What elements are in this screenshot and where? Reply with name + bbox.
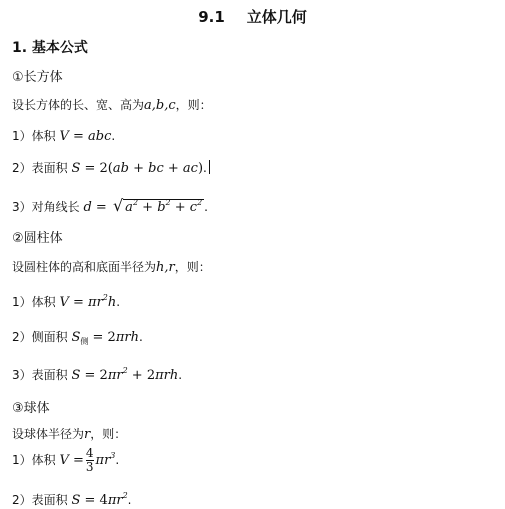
sphere-intro: 设球体半径为r，则： xyxy=(12,427,127,442)
cuboid-vars: a,b,c xyxy=(144,98,176,113)
section-number: 9.1 xyxy=(198,8,225,26)
title-text: 立体几何 xyxy=(246,8,307,26)
formula: $S_侧 = 2\pi rh$ xyxy=(71,330,139,346)
formula: $V = \pi r^2h$ xyxy=(59,293,117,310)
cuboid-volume: 1）体积 V = abc. xyxy=(12,129,116,144)
formula: $S = 4\pi r^2$ xyxy=(71,491,128,508)
cylinder-surface: 3）表面积 $S = 2\pi r^2 + 2\pi rh$. xyxy=(12,366,183,383)
cylinder-lateral: 2）侧面积 $S_侧 = 2\pi rh$. xyxy=(12,330,143,346)
sphere-volume: 1）体积 V = $\frac{4}{3}$ $\pi r^3$. xyxy=(12,446,120,474)
cuboid-surface: 2）表面积 S = 2(ab + bc + ac). xyxy=(12,159,210,176)
formula: $S = 2\pi r^2 + 2\pi rh$ xyxy=(71,366,179,383)
sphere-surface: 2）表面积 $S = 4\pi r^2$. xyxy=(12,491,132,508)
page-title xyxy=(0,6,505,27)
text-cursor xyxy=(209,160,210,174)
formula: V = abc xyxy=(59,129,112,144)
cylinder-intro: 设圆柱体的高和底面半径为h,r，则： xyxy=(12,260,211,275)
formula: V = $\frac{4}{3}$ $\pi r^3$ xyxy=(59,446,116,474)
cylinder-heading: ②圆柱体 xyxy=(12,231,63,246)
sphere-heading: ③球体 xyxy=(12,401,50,416)
formula: d = √ $a^2 + b^2 + c^2$ xyxy=(83,196,203,215)
formula: S = 2(ab + bc + ac) xyxy=(71,161,204,176)
cuboid-heading: ①长方体 xyxy=(12,70,63,85)
cylinder-volume: 1）体积 $V = \pi r^2h$. xyxy=(12,293,121,310)
sphere-vars: r xyxy=(84,427,91,442)
cuboid-diagonal: 3）对角线长 d = √ $a^2 + b^2 + c^2$ . xyxy=(12,196,208,215)
section-heading: 1. 基本公式 xyxy=(12,40,88,56)
cuboid-intro: 设长方体的长、宽、高为a,b,c，则： xyxy=(12,98,212,113)
cylinder-vars: h,r xyxy=(156,260,175,275)
